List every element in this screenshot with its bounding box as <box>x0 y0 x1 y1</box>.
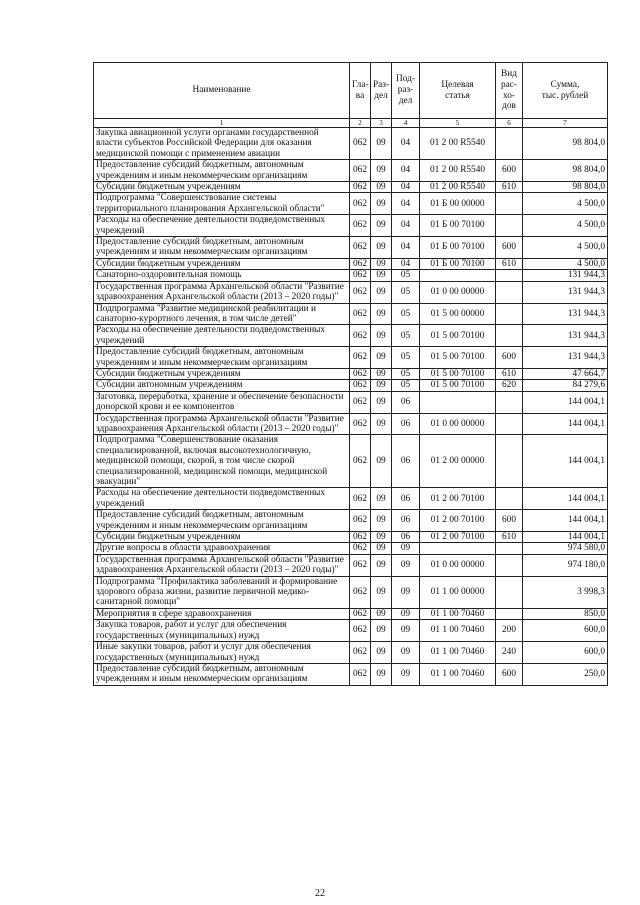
cell-glava: 062 <box>350 281 371 303</box>
cell-amount: 98 804,0 <box>523 182 608 193</box>
cell-podrazdel: 09 <box>392 620 420 642</box>
cell-expense-type <box>496 325 523 347</box>
cell-podrazdel: 06 <box>392 532 420 543</box>
column-number: 2 <box>350 119 371 128</box>
cell-amount: 4 500,0 <box>523 215 608 237</box>
cell-amount: 850,0 <box>523 608 608 619</box>
cell-name: Субсидии бюджетным учреждениям <box>94 182 350 193</box>
column-number: 1 <box>94 119 350 128</box>
cell-podrazdel: 09 <box>392 554 420 576</box>
table-row <box>94 215 608 237</box>
cell-podrazdel: 09 <box>392 663 420 685</box>
cell-podrazdel: 05 <box>392 303 420 325</box>
cell-amount: 131 944,3 <box>523 325 608 347</box>
cell-amount: 600,0 <box>523 642 608 664</box>
cell-expense-type: 610 <box>496 532 523 543</box>
cell-target-article: 01 Б 00 70100 <box>420 215 496 237</box>
table-row <box>94 258 608 269</box>
cell-name: Предоставление субсидий бюджетным, автономным учреждениям и иным некоммерческим организациям <box>94 237 350 259</box>
cell-podrazdel: 06 <box>392 391 420 413</box>
cell-glava: 062 <box>350 303 371 325</box>
cell-target-article: 01 2 00 R5540 <box>420 182 496 193</box>
cell-razdel: 09 <box>371 258 392 269</box>
cell-razdel: 09 <box>371 543 392 554</box>
cell-amount: 974 580,0 <box>523 543 608 554</box>
cell-name: Закупка авиационной услуги органами государственной власти субъектов Российской Федерации для оказания медицинской помощи с применением авиации <box>94 128 350 160</box>
header-razdel: Раз- дел <box>371 63 392 119</box>
cell-podrazdel: 04 <box>392 215 420 237</box>
table-header <box>94 63 608 128</box>
cell-name: Расходы на обеспечение деятельности подведомственных учреждений <box>94 325 350 347</box>
cell-expense-type <box>496 303 523 325</box>
cell-amount: 84 279,6 <box>523 380 608 391</box>
budget-table <box>93 62 608 686</box>
cell-name: Заготовка, переработка, хранение и обеспечение безопасности донорской крови и ее компонентов <box>94 391 350 413</box>
cell-target-article: 01 1 00 70460 <box>420 663 496 685</box>
cell-razdel: 09 <box>371 160 392 182</box>
cell-expense-type <box>496 215 523 237</box>
cell-podrazdel: 04 <box>392 237 420 259</box>
cell-expense-type: 610 <box>496 368 523 379</box>
table-row <box>94 270 608 281</box>
cell-podrazdel: 05 <box>392 270 420 281</box>
cell-name: Подпрограмма "Совершенствование системы территориального планирования Архангельской области" <box>94 193 350 215</box>
cell-razdel: 09 <box>371 488 392 510</box>
cell-expense-type: 600 <box>496 663 523 685</box>
cell-razdel: 09 <box>371 391 392 413</box>
cell-glava: 062 <box>350 325 371 347</box>
cell-podrazdel: 04 <box>392 258 420 269</box>
cell-amount: 600,0 <box>523 620 608 642</box>
cell-glava: 062 <box>350 576 371 608</box>
cell-glava: 062 <box>350 193 371 215</box>
cell-expense-type <box>496 270 523 281</box>
cell-razdel: 09 <box>371 620 392 642</box>
table-row <box>94 435 608 488</box>
cell-podrazdel: 04 <box>392 128 420 160</box>
table-row <box>94 182 608 193</box>
cell-glava: 062 <box>350 532 371 543</box>
header-row <box>94 63 608 119</box>
cell-glava: 062 <box>350 663 371 685</box>
cell-amount: 250,0 <box>523 663 608 685</box>
table-row <box>94 193 608 215</box>
cell-name: Государственная программа Архангельской области "Развитие здравоохранения Архангельской области (2013 – 2020 годы)" <box>94 281 350 303</box>
cell-target-article: 01 2 00 R5540 <box>420 160 496 182</box>
table-row <box>94 325 608 347</box>
cell-name: Субсидии бюджетным учреждениям <box>94 532 350 543</box>
cell-razdel: 09 <box>371 435 392 488</box>
cell-name: Подпрограмма "Совершенствование оказания специализированной, включая высокотехнологичную, медицинской помощи, скорой, в том числе скорой специализированной, медицинской помощи, медицинской эвакуации" <box>94 435 350 488</box>
cell-target-article: 01 5 00 70100 <box>420 347 496 369</box>
table-row <box>94 620 608 642</box>
cell-razdel: 09 <box>371 413 392 435</box>
cell-amount: 144 004,1 <box>523 510 608 532</box>
cell-razdel: 09 <box>371 182 392 193</box>
table-row <box>94 347 608 369</box>
cell-name: Расходы на обеспечение деятельности подведомственных учреждений <box>94 488 350 510</box>
cell-amount: 3 998,3 <box>523 576 608 608</box>
cell-glava: 062 <box>350 642 371 664</box>
cell-podrazdel: 09 <box>392 608 420 619</box>
cell-podrazdel: 05 <box>392 368 420 379</box>
cell-expense-type: 610 <box>496 182 523 193</box>
cell-target-article: 01 2 00 00000 <box>420 435 496 488</box>
cell-expense-type: 600 <box>496 347 523 369</box>
cell-expense-type <box>496 435 523 488</box>
cell-glava: 062 <box>350 258 371 269</box>
cell-expense-type: 600 <box>496 160 523 182</box>
cell-target-article: 01 5 00 70100 <box>420 368 496 379</box>
cell-amount: 131 944,3 <box>523 281 608 303</box>
cell-razdel: 09 <box>371 663 392 685</box>
cell-expense-type <box>496 488 523 510</box>
cell-glava: 062 <box>350 608 371 619</box>
cell-target-article: 01 5 00 00000 <box>420 303 496 325</box>
cell-glava: 062 <box>350 182 371 193</box>
cell-expense-type: 600 <box>496 237 523 259</box>
table-row <box>94 303 608 325</box>
cell-podrazdel: 09 <box>392 543 420 554</box>
cell-name: Государственная программа Архангельской области "Развитие здравоохранения Архангельской области (2013 – 2020 годы)" <box>94 413 350 435</box>
header-name: Наименование <box>94 63 350 119</box>
cell-name: Субсидии автономным учреждениям <box>94 380 350 391</box>
cell-target-article: 01 0 00 00000 <box>420 413 496 435</box>
cell-expense-type <box>496 543 523 554</box>
table-row <box>94 380 608 391</box>
cell-target-article: 01 2 00 70100 <box>420 510 496 532</box>
header-podrazdel: Под- раз- дел <box>392 63 420 119</box>
cell-podrazdel: 05 <box>392 380 420 391</box>
table-row <box>94 663 608 685</box>
page-number: 22 <box>315 888 325 899</box>
cell-amount: 4 500,0 <box>523 258 608 269</box>
cell-podrazdel: 04 <box>392 193 420 215</box>
cell-target-article <box>420 391 496 413</box>
cell-expense-type <box>496 576 523 608</box>
cell-glava: 062 <box>350 215 371 237</box>
header-vid: Вид рас- хо- дов <box>496 63 523 119</box>
cell-expense-type: 620 <box>496 380 523 391</box>
cell-name: Предоставление субсидий бюджетным, автономным учреждениям и иным некоммерческим организациям <box>94 160 350 182</box>
cell-glava: 062 <box>350 128 371 160</box>
cell-expense-type: 200 <box>496 620 523 642</box>
cell-razdel: 09 <box>371 193 392 215</box>
cell-target-article <box>420 270 496 281</box>
column-number: 3 <box>371 119 392 128</box>
cell-razdel: 09 <box>371 128 392 160</box>
header-glava: Гла- ва <box>350 63 371 119</box>
cell-glava: 062 <box>350 391 371 413</box>
cell-expense-type <box>496 413 523 435</box>
cell-podrazdel: 06 <box>392 510 420 532</box>
cell-glava: 062 <box>350 554 371 576</box>
column-number-row <box>94 119 608 128</box>
cell-razdel: 09 <box>371 325 392 347</box>
cell-expense-type <box>496 193 523 215</box>
cell-target-article: 01 Б 00 00000 <box>420 193 496 215</box>
cell-glava: 062 <box>350 413 371 435</box>
cell-target-article: 01 1 00 70460 <box>420 620 496 642</box>
table-row <box>94 391 608 413</box>
cell-target-article: 01 1 00 00000 <box>420 576 496 608</box>
cell-expense-type: 610 <box>496 258 523 269</box>
cell-target-article: 01 1 00 70460 <box>420 642 496 664</box>
table-row <box>94 510 608 532</box>
cell-expense-type: 600 <box>496 510 523 532</box>
cell-target-article: 01 Б 00 70100 <box>420 258 496 269</box>
table-row <box>94 237 608 259</box>
cell-name: Другие вопросы в области здравоохранения <box>94 543 350 554</box>
cell-razdel: 09 <box>371 270 392 281</box>
cell-target-article: 01 0 00 00000 <box>420 554 496 576</box>
cell-glava: 062 <box>350 543 371 554</box>
cell-razdel: 09 <box>371 303 392 325</box>
cell-target-article: 01 2 00 70100 <box>420 532 496 543</box>
cell-podrazdel: 09 <box>392 576 420 608</box>
cell-amount: 131 944,3 <box>523 270 608 281</box>
cell-target-article: 01 0 00 00000 <box>420 281 496 303</box>
cell-amount: 98 804,0 <box>523 160 608 182</box>
cell-amount: 144 004,1 <box>523 391 608 413</box>
cell-name: Предоставление субсидий бюджетным, автономным учреждениям и иным некоммерческим организациям <box>94 663 350 685</box>
cell-glava: 062 <box>350 620 371 642</box>
cell-podrazdel: 05 <box>392 325 420 347</box>
cell-podrazdel: 05 <box>392 347 420 369</box>
table-row <box>94 160 608 182</box>
cell-glava: 062 <box>350 237 371 259</box>
cell-expense-type: 240 <box>496 642 523 664</box>
cell-razdel: 09 <box>371 554 392 576</box>
table-row <box>94 128 608 160</box>
cell-amount: 131 944,3 <box>523 347 608 369</box>
column-number: 4 <box>392 119 420 128</box>
table-row <box>94 532 608 543</box>
cell-name: Подпрограмма "Профилактика заболеваний и формирование здорового образа жизни, развитие первичной медико-санитарной помощи" <box>94 576 350 608</box>
cell-name: Мероприятия в сфере здравоохранения <box>94 608 350 619</box>
cell-target-article: 01 5 00 70100 <box>420 325 496 347</box>
cell-podrazdel: 06 <box>392 435 420 488</box>
cell-amount: 4 500,0 <box>523 193 608 215</box>
cell-podrazdel: 06 <box>392 413 420 435</box>
cell-amount: 98 804,0 <box>523 128 608 160</box>
cell-amount: 131 944,3 <box>523 303 608 325</box>
cell-razdel: 09 <box>371 281 392 303</box>
cell-name: Санаторно-оздоровительная помощь <box>94 270 350 281</box>
table-row <box>94 543 608 554</box>
cell-target-article: 01 2 00 70100 <box>420 488 496 510</box>
cell-podrazdel: 04 <box>392 160 420 182</box>
cell-podrazdel: 06 <box>392 488 420 510</box>
cell-glava: 062 <box>350 435 371 488</box>
cell-glava: 062 <box>350 510 371 532</box>
cell-glava: 062 <box>350 160 371 182</box>
cell-name: Расходы на обеспечение деятельности подведомственных учреждений <box>94 215 350 237</box>
column-number: 7 <box>523 119 608 128</box>
cell-name: Субсидии бюджетным учреждениям <box>94 368 350 379</box>
table-row <box>94 281 608 303</box>
cell-razdel: 09 <box>371 237 392 259</box>
column-number: 5 <box>420 119 496 128</box>
cell-expense-type <box>496 554 523 576</box>
cell-razdel: 09 <box>371 380 392 391</box>
table-row <box>94 368 608 379</box>
cell-target-article: 01 5 00 70100 <box>420 380 496 391</box>
cell-target-article: 01 2 00 R5540 <box>420 128 496 160</box>
cell-amount: 4 500,0 <box>523 237 608 259</box>
cell-name: Предоставление субсидий бюджетным, автономным учреждениям и иным некоммерческим организациям <box>94 347 350 369</box>
cell-expense-type <box>496 608 523 619</box>
table-body <box>94 128 608 686</box>
cell-glava: 062 <box>350 270 371 281</box>
cell-razdel: 09 <box>371 215 392 237</box>
cell-podrazdel: 04 <box>392 182 420 193</box>
cell-name: Субсидии бюджетным учреждениям <box>94 258 350 269</box>
table-row <box>94 576 608 608</box>
cell-expense-type <box>496 391 523 413</box>
table-row <box>94 413 608 435</box>
cell-glava: 062 <box>350 380 371 391</box>
cell-name: Подпрограмма "Развитие медицинской реабилитации и санаторно-курортного лечения, в том числе детей" <box>94 303 350 325</box>
cell-glava: 062 <box>350 368 371 379</box>
cell-name: Государственная программа Архангельской области "Развитие здравоохранения Архангельской области (2013 – 2020 годы)" <box>94 554 350 576</box>
cell-razdel: 09 <box>371 510 392 532</box>
cell-amount: 144 004,1 <box>523 532 608 543</box>
cell-glava: 062 <box>350 488 371 510</box>
cell-amount: 144 004,1 <box>523 413 608 435</box>
cell-amount: 144 004,1 <box>523 488 608 510</box>
table-row <box>94 608 608 619</box>
table-row <box>94 642 608 664</box>
column-number: 6 <box>496 119 523 128</box>
cell-razdel: 09 <box>371 368 392 379</box>
header-target: Целевая статья <box>420 63 496 119</box>
cell-razdel: 09 <box>371 576 392 608</box>
cell-name: Закупка товаров, работ и услуг для обеспечения государственных (муниципальных) нужд <box>94 620 350 642</box>
cell-amount: 974 180,0 <box>523 554 608 576</box>
cell-expense-type <box>496 128 523 160</box>
cell-razdel: 09 <box>371 532 392 543</box>
cell-expense-type <box>496 281 523 303</box>
cell-target-article: 01 1 00 70460 <box>420 608 496 619</box>
cell-name: Предоставление субсидий бюджетным, автономным учреждениям и иным некоммерческим организациям <box>94 510 350 532</box>
cell-amount: 144 004,1 <box>523 435 608 488</box>
cell-target-article <box>420 543 496 554</box>
cell-target-article: 01 Б 00 70100 <box>420 237 496 259</box>
cell-amount: 47 664,7 <box>523 368 608 379</box>
table-row <box>94 554 608 576</box>
cell-podrazdel: 09 <box>392 642 420 664</box>
table-row <box>94 488 608 510</box>
cell-razdel: 09 <box>371 608 392 619</box>
cell-razdel: 09 <box>371 347 392 369</box>
cell-glava: 062 <box>350 347 371 369</box>
cell-name: Иные закупки товаров, работ и услуг для обеспечения государственных (муниципальных) нужд <box>94 642 350 664</box>
cell-podrazdel: 05 <box>392 281 420 303</box>
header-sum: Сумма, тыс. рублей <box>523 63 608 119</box>
cell-razdel: 09 <box>371 642 392 664</box>
